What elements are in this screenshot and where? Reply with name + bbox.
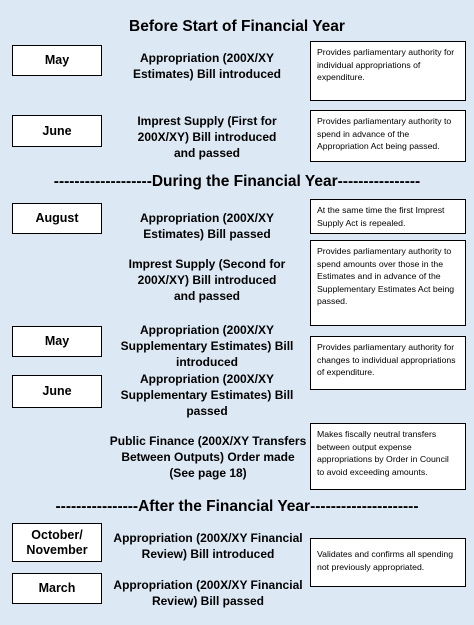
month-may-before: May (12, 45, 102, 76)
month-august: August (12, 203, 102, 234)
section-heading-before: Before Start of Financial Year (129, 18, 345, 35)
note-first-imprest-repealed: At the same time the first Imprest Supply Act is repealed. (310, 199, 466, 234)
event-financial-review-bill-passed: Appropriation (200X/XY Financial Review) Bill passed (113, 578, 303, 608)
note-changes-to-appropriations: Provides parliamentary authority for changes to individual appropriations of expenditure. (310, 336, 466, 390)
note-validates-spending: Validates and confirms all spending not previously appropriated. (310, 538, 466, 587)
month-june-during: June (12, 375, 102, 408)
event-estimates-bill-introduced: Appropriation (200X/XY Estimates) Bill introduced (132, 51, 282, 81)
note-parliamentary-authority: Provides parliamentary authority for individual appropriations of expenditure. (310, 41, 466, 101)
event-supplementary-bill-passed: Appropriation (200X/XY Supplementary Estimates) Bill passed (120, 372, 294, 418)
event-financial-review-bill-introduced: Appropriation (200X/XY Financial Review) Bill introduced (113, 531, 303, 561)
event-imprest-supply-first: Imprest Supply (First for 200X/XY) Bill introduced and passed (137, 114, 277, 160)
section-heading-during: -------------------During the Financial Year---------------- (53, 173, 421, 190)
note-spend-over-estimates: Provides parliamentary authority to spend amounts over those in the Estimates and in advance of the Supplementary Estimates Act being passed. (310, 240, 466, 326)
event-supplementary-bill-introduced: Appropriation (200X/XY Supplementary Estimates) Bill introduced (120, 323, 294, 369)
note-fiscally-neutral-transfers: Makes fiscally neutral transfers between output expense appropriations by Order in Council to avoid exceeding amounts. (310, 423, 466, 490)
event-estimates-bill-passed: Appropriation (200X/XY Estimates) Bill passed (139, 211, 275, 241)
event-imprest-supply-second: Imprest Supply (Second for 200X/XY) Bill introduced and passed (128, 257, 286, 303)
event-public-finance-order: Public Finance (200X/XY Transfers Between Outputs) Order made (See page 18) (109, 434, 307, 480)
section-heading-after: ----------------After the Financial Year--------------------- (55, 498, 419, 515)
month-may-during: May (12, 326, 102, 357)
note-spend-in-advance: Provides parliamentary authority to spend in advance of the Appropriation Act being passed. (310, 110, 466, 162)
month-june-before: June (12, 115, 102, 147)
month-october-november: October/ November (12, 523, 102, 562)
month-march: March (12, 573, 102, 604)
